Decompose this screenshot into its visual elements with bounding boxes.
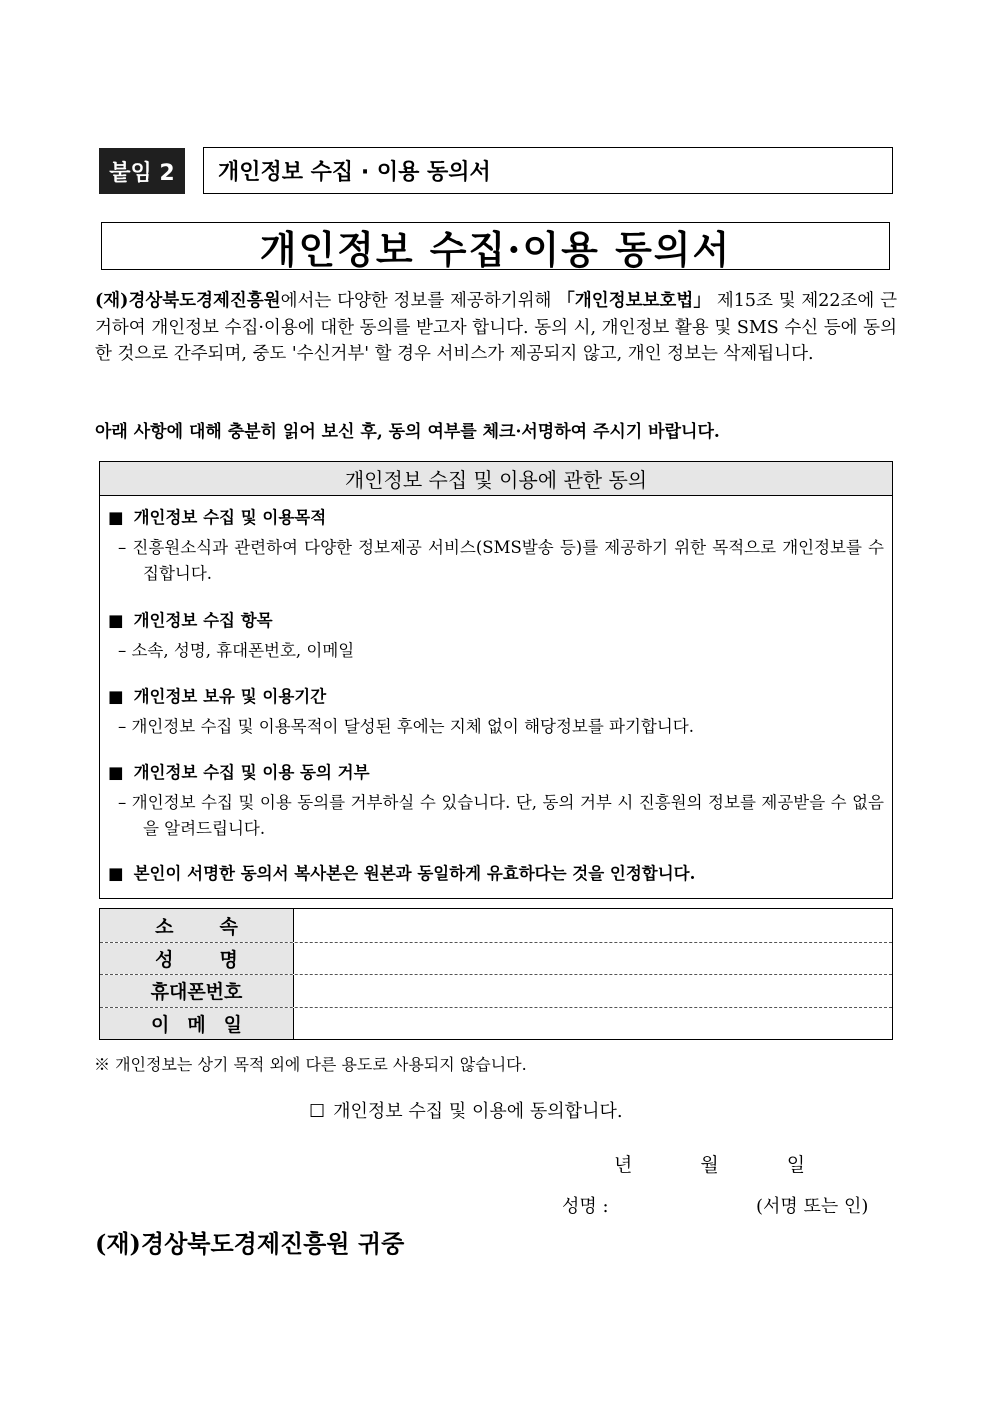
- square-bullet-icon: ■: [108, 611, 124, 630]
- page-title: 개인정보 수집·이용 동의서: [101, 222, 890, 270]
- section-title-refusal: ■ 개인정보 수집 및 이용 동의 거부: [108, 763, 370, 782]
- label-affiliation: 소속: [100, 909, 294, 942]
- intro-text-1: 에서는 다양한 정보를 제공하기위해: [280, 291, 558, 311]
- consent-box: [99, 461, 893, 899]
- signature-hint[interactable]: (서명 또는 인): [756, 1196, 869, 1217]
- final-statement: ■ 본인이 서명한 동의서 복사본은 원본과 동일하게 유효하다는 것을 인정합니다.: [108, 864, 696, 883]
- square-bullet-icon: ■: [108, 763, 124, 782]
- attachment-title: 개인정보 수집 · 이용 동의서: [203, 147, 893, 194]
- signature-label: 성명 :: [562, 1196, 609, 1217]
- consent-heading: 개인정보 수집 및 이용에 관한 동의: [100, 462, 892, 496]
- section-text-refusal: – 개인정보 수집 및 이용 동의를 거부하실 수 있습니다. 단, 동의 거부 시 진흥원의 정보를 제공받을 수 없음을 알려드립니다.: [118, 793, 884, 838]
- label-email: 이메일: [100, 1008, 294, 1040]
- section-text-purpose: – 진흥원소식과 관련하여 다양한 정보제공 서비스(SMS발송 등)를 제공하기 위한 목적으로 개인정보를 수집합니다.: [118, 538, 884, 583]
- section-title-retention: ■ 개인정보 보유 및 이용기간: [108, 687, 327, 706]
- addressee: (재)경상북도경제진흥원 귀중: [95, 1229, 405, 1258]
- info-table: [99, 908, 893, 1040]
- usage-note: ※ 개인정보는 상기 목적 외에 다른 용도로 사용되지 않습니다.: [94, 1055, 527, 1074]
- date-year: 년: [614, 1154, 633, 1176]
- label-name: 성명: [100, 943, 294, 975]
- table-row: [100, 909, 892, 942]
- table-row: [100, 942, 892, 975]
- intro-paragraph: [95, 288, 897, 368]
- date-month: 월: [700, 1154, 719, 1176]
- instruction-text: 아래 사항에 대해 충분히 읽어 보신 후, 동의 여부를 체크·서명하여 주시기 바랍니다.: [95, 422, 720, 442]
- intro-org: (재)경상북도경제진흥원: [95, 291, 281, 311]
- agree-label: 개인정보 수집 및 이용에 동의합니다.: [333, 1101, 623, 1122]
- square-bullet-icon: ■: [108, 508, 124, 527]
- date-line: [614, 1150, 805, 1177]
- square-bullet-icon: ■: [108, 687, 124, 706]
- intro-law: 「개인정보보호법」: [557, 291, 712, 311]
- square-bullet-icon: ■: [108, 864, 124, 883]
- attachment-badge: 붙임 2: [99, 148, 185, 194]
- email-field[interactable]: [294, 1008, 892, 1040]
- affiliation-field[interactable]: [294, 909, 892, 942]
- checkbox-icon[interactable]: ☐: [309, 1101, 326, 1122]
- section-title-purpose: ■ 개인정보 수집 및 이용목적: [108, 508, 327, 527]
- table-row: [100, 974, 892, 1007]
- date-day: 일: [786, 1154, 806, 1176]
- phone-field[interactable]: [294, 975, 892, 1007]
- table-row: [100, 1007, 892, 1040]
- section-text-items: – 소속, 성명, 휴대폰번호, 이메일: [118, 641, 355, 660]
- label-phone: 휴대폰번호: [100, 975, 294, 1007]
- agree-checkbox[interactable]: [309, 1097, 623, 1123]
- section-title-items: ■ 개인정보 수집 항목: [108, 611, 273, 630]
- intro-text-2: 제15조 및 제22조에 근거하여 개인정보 수집·이용에 대한 동의를 받고자 합니다. 동의 시, 개인정보 활용 및 SMS 수신 등에 동의한 것으로 간주되며, 중도 '수신거부' 할 경우 서비스가 제공되지 않고, 개인 정보는 삭제됩니다.: [95, 291, 897, 364]
- name-field[interactable]: [294, 943, 892, 975]
- section-text-retention: – 개인정보 수집 및 이용목적이 달성된 후에는 지체 없이 해당정보를 파기합니다.: [118, 717, 694, 736]
